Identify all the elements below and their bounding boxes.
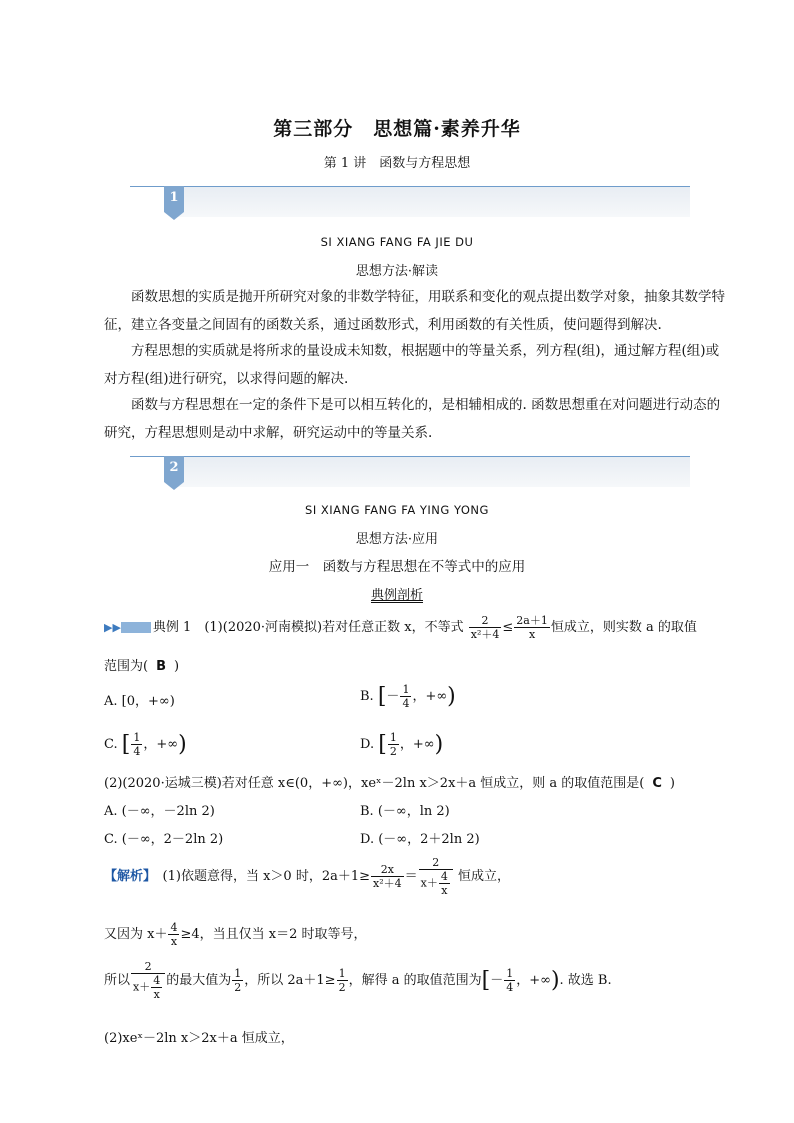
- paragraph-line: 函数思想的实质是抛开所研究对象的非数学特征，用联系和变化的观点提出数学对象，抽象其数学特: [104, 289, 725, 305]
- paragraph-relation: [104, 391, 720, 447]
- banner-band: [174, 187, 690, 217]
- option-d: D. [ $\frac{1}{2}$ ，+∞): [360, 731, 444, 758]
- fraction: 2 x＋ $\frac{4}{x}$: [419, 856, 453, 897]
- lecture-subtitle: 第 1 讲 函数与方程思想: [323, 156, 471, 171]
- paragraph-line: 征，建立各变量之间固有的函数关系，通过函数形式，利用函数的有关性质，使问题得到解决.: [104, 317, 662, 333]
- question-1-line2: 范围为(: [104, 659, 149, 674]
- paragraph-equation: [104, 337, 719, 393]
- option-2a: A. (－∞，－2ln 2): [104, 804, 215, 819]
- question-1-suffix: 恒成立，则实数 a 的取值: [550, 620, 697, 635]
- solution-text: 所以: [104, 973, 131, 988]
- option-2b: B. (－∞，ln 2): [360, 804, 450, 819]
- paragraph-line: 研究，方程思想则是动中求解，研究运动中的等量关系.: [104, 425, 433, 441]
- option-a: A. [0，+∞): [104, 694, 175, 709]
- fraction: $\frac{1}{2}$: [338, 967, 346, 994]
- paragraph-function: [104, 283, 725, 339]
- solution-text: ，所以 2a＋1≥: [244, 973, 336, 988]
- solution-line4: (2)xeˣ－2ln x＞2x＋a 恒成立，: [104, 1031, 294, 1046]
- section-number-badge: 2: [164, 456, 184, 482]
- section1-heading: 思想方法·解读: [355, 264, 439, 279]
- option-c: C. [ $\frac{1}{4}$ ，+∞): [104, 731, 187, 758]
- typical-example-label: 典例剖析: [370, 588, 423, 603]
- option-label: C.: [104, 737, 118, 752]
- solution-text: 又因为 x＋: [104, 927, 168, 942]
- question-2-text: (2)(2020·运城三模)若对任意 x∈(0，+∞)，xeˣ－2ln x＞2x＋a 恒成立，则 a 的取值范围是(: [104, 776, 645, 791]
- option-text: ，+∞: [412, 689, 448, 704]
- solution-text: ≥4，当且仅当 x＝2 时取等号，: [180, 927, 367, 942]
- application-title: 应用一 函数与方程思想在不等式中的应用: [268, 559, 526, 575]
- double-arrow-icon: ▶▶: [104, 621, 121, 634]
- option-b: B. [－ $\frac{1}{4}$ ，+∞): [360, 683, 456, 710]
- paragraph-line: 方程思想的实质就是将所求的量设成未知数，根据题中的等量关系，列方程(组)，通过解方程(组)或: [104, 343, 720, 359]
- section2-heading: 思想方法·应用: [355, 532, 439, 547]
- solution-text: 的最大值为: [166, 973, 232, 988]
- solution-line3: 所以 2 x＋ $\frac{4}{x}$ 的最大值为 $\frac{1}{2}$ ，所以 2a＋1≥ $\frac{1}{2}$ ，解得 a 的取值范围为[－ $\frac{1}{4}$ ，+∞). 故选 B.: [104, 960, 612, 1001]
- question-1-prefix: (1)(2020·河南模拟)若对任意正数 x，不等式: [204, 620, 464, 635]
- answer-mark: B: [156, 659, 166, 674]
- fraction: $\frac{1}{4}$: [402, 683, 410, 710]
- solution-text: ，+∞: [516, 973, 551, 988]
- close-paren: ): [174, 659, 180, 674]
- label-bar: [121, 622, 151, 633]
- example-1-line2: [104, 655, 179, 674]
- option-label: D.: [360, 737, 375, 752]
- answer-mark: C: [652, 776, 662, 791]
- close-paren: ): [669, 776, 675, 791]
- example-label: 典例 1: [152, 620, 192, 635]
- solution-line1: 【解析】 (1)依题意得，当 x＞0 时，2a＋1≥ $\frac{2x}{\text{x²＋4}}$ ＝ 2 x＋ $\frac{4}{x}$ 恒成立，: [104, 856, 511, 897]
- question-2: [104, 772, 675, 791]
- section1-pinyin: SI XIANG FANG FA JIE DU: [320, 235, 474, 249]
- solution-text: . 故选 B.: [559, 973, 612, 988]
- fraction: $\frac{1}{4}$: [133, 731, 141, 758]
- typical-example-wrap: [0, 584, 794, 603]
- example-1-line1: ▶▶ 典例 1 (1)(2020·河南模拟)若对任意正数 x，不等式 $\frac{2}{\text{x²＋4}}$ ≤ $\frac{2a+1}{x}$ 恒成立，则实数 a 的取值: [104, 614, 697, 641]
- section2-pinyin: SI XIANG FANG FA YING YONG: [305, 503, 489, 517]
- paragraph-line: 函数与方程思想在一定的条件下是可以相互转化的，是相辅相成的. 函数思想重在对问题进行动态的: [104, 397, 721, 413]
- page-title: 第三部分 思想篇·素养升华: [273, 118, 521, 140]
- solution-line2: [104, 921, 367, 948]
- fraction: $\frac{1}{4}$: [506, 967, 514, 994]
- fraction: $\frac{4}{x}$: [170, 921, 178, 948]
- fraction: $\frac{2x}{\text{x²＋4}}$: [373, 863, 402, 890]
- option-text: ，+∞: [143, 737, 179, 752]
- fraction: $\frac{2a+1}{x}$: [516, 614, 548, 641]
- solution-text: (1)依题意得，当 x＞0 时，2a＋1≥: [162, 869, 370, 884]
- fraction: 2 x＋ $\frac{4}{x}$: [131, 960, 165, 1001]
- banner-band: [174, 457, 690, 487]
- solution-text: ，解得 a 的取值范围为: [348, 973, 482, 988]
- option-label: B.: [360, 689, 374, 704]
- paragraph-line: 对方程(组)进行研究，以求得问题的解决.: [104, 371, 349, 387]
- solution-label: 【解析】: [104, 869, 150, 884]
- solution-text: 恒成立，: [458, 869, 511, 884]
- fraction: $\frac{2}{\text{x²＋4}}$: [470, 614, 500, 641]
- option-2c: C. (－∞，2－2ln 2): [104, 832, 224, 847]
- fraction: $\frac{1}{2}$: [234, 967, 242, 994]
- option-text: ，+∞: [399, 737, 435, 752]
- fraction: $\frac{1}{2}$: [389, 731, 397, 758]
- option-2d: D. (－∞，2＋2ln 2): [360, 832, 480, 847]
- section-number-badge: 1: [164, 186, 184, 212]
